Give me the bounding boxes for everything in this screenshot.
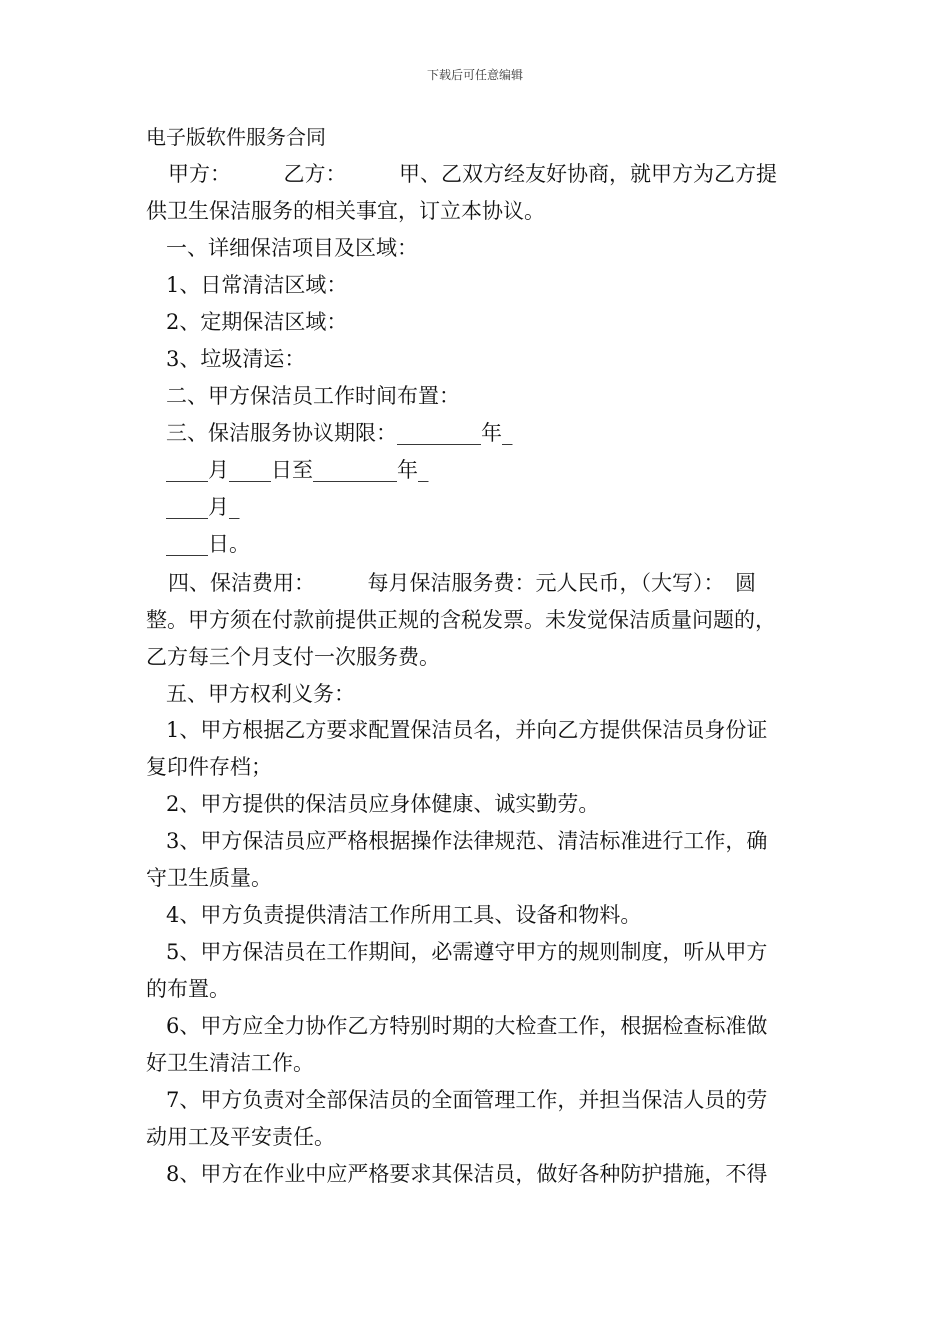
page-header-note: 下载后可任意编辑 [426, 68, 523, 82]
paragraph-line: 的布置。 [146, 977, 230, 1001]
list-item: 4、甲方负责提供清洁工作所用工具、设备和物料。 [166, 903, 642, 927]
list-item: 2、定期保洁区域： [166, 310, 348, 334]
section-heading: 五、甲方权利义务： [166, 682, 355, 706]
paragraph-line: 乙方每三个月支付一次服务费。 [146, 645, 440, 669]
document-title: 电子版软件服务合同 [146, 125, 326, 149]
list-item: 2、甲方提供的保洁员应身体健康、诚实勤劳。 [166, 792, 600, 816]
paragraph-line: 供卫生保洁服务的相关事宜，订立本协议。 [146, 199, 545, 223]
list-item: 8、甲方在作业中应严格要求其保洁员，做好各种防护措施，不得 [166, 1162, 768, 1186]
list-item: 1、日常清洁区域： [166, 273, 348, 297]
paragraph-line: 整。甲方须在付款前提供正规的含税发票。未发觉保洁质量问题的， [146, 608, 776, 632]
paragraph-line: ____月_ [166, 495, 240, 519]
list-item: 3、甲方保洁员应严格根据操作法律规范、清洁标准进行工作，确 [166, 829, 768, 853]
list-item: 3、垃圾清运： [166, 347, 306, 371]
paragraph-line: 守卫生质量。 [146, 866, 272, 890]
paragraph-line: 好卫生清洁工作。 [146, 1051, 314, 1075]
section-heading: 四、保洁费用： 每月保洁服务费：元人民币，（大写）： 圆 [168, 571, 756, 595]
section-heading: 三、保洁服务协议期限：________年_ [166, 421, 513, 445]
list-item: 1、甲方根据乙方要求配置保洁员名，并向乙方提供保洁员身份证 [166, 718, 768, 742]
section-heading: 二、甲方保洁员工作时间布置： [166, 384, 460, 408]
list-item: 5、甲方保洁员在工作期间，必需遵守甲方的规则制度，听从甲方 [166, 940, 768, 964]
paragraph-line: 复印件存档； [146, 755, 272, 779]
paragraph-line: 动用工及平安责任。 [146, 1125, 335, 1149]
paragraph-line: 甲方： 乙方： 甲、乙双方经友好协商，就甲方为乙方提 [168, 162, 777, 186]
list-item: 6、甲方应全力协作乙方特别时期的大检查工作，根据检查标准做 [166, 1014, 768, 1038]
section-heading: 一、详细保洁项目及区域： [166, 236, 418, 260]
paragraph-line: ____月____日至________年_ [166, 458, 429, 482]
paragraph-line: ____日。 [166, 532, 250, 556]
list-item: 7、甲方负责对全部保洁员的全面管理工作，并担当保洁人员的劳 [166, 1088, 768, 1112]
